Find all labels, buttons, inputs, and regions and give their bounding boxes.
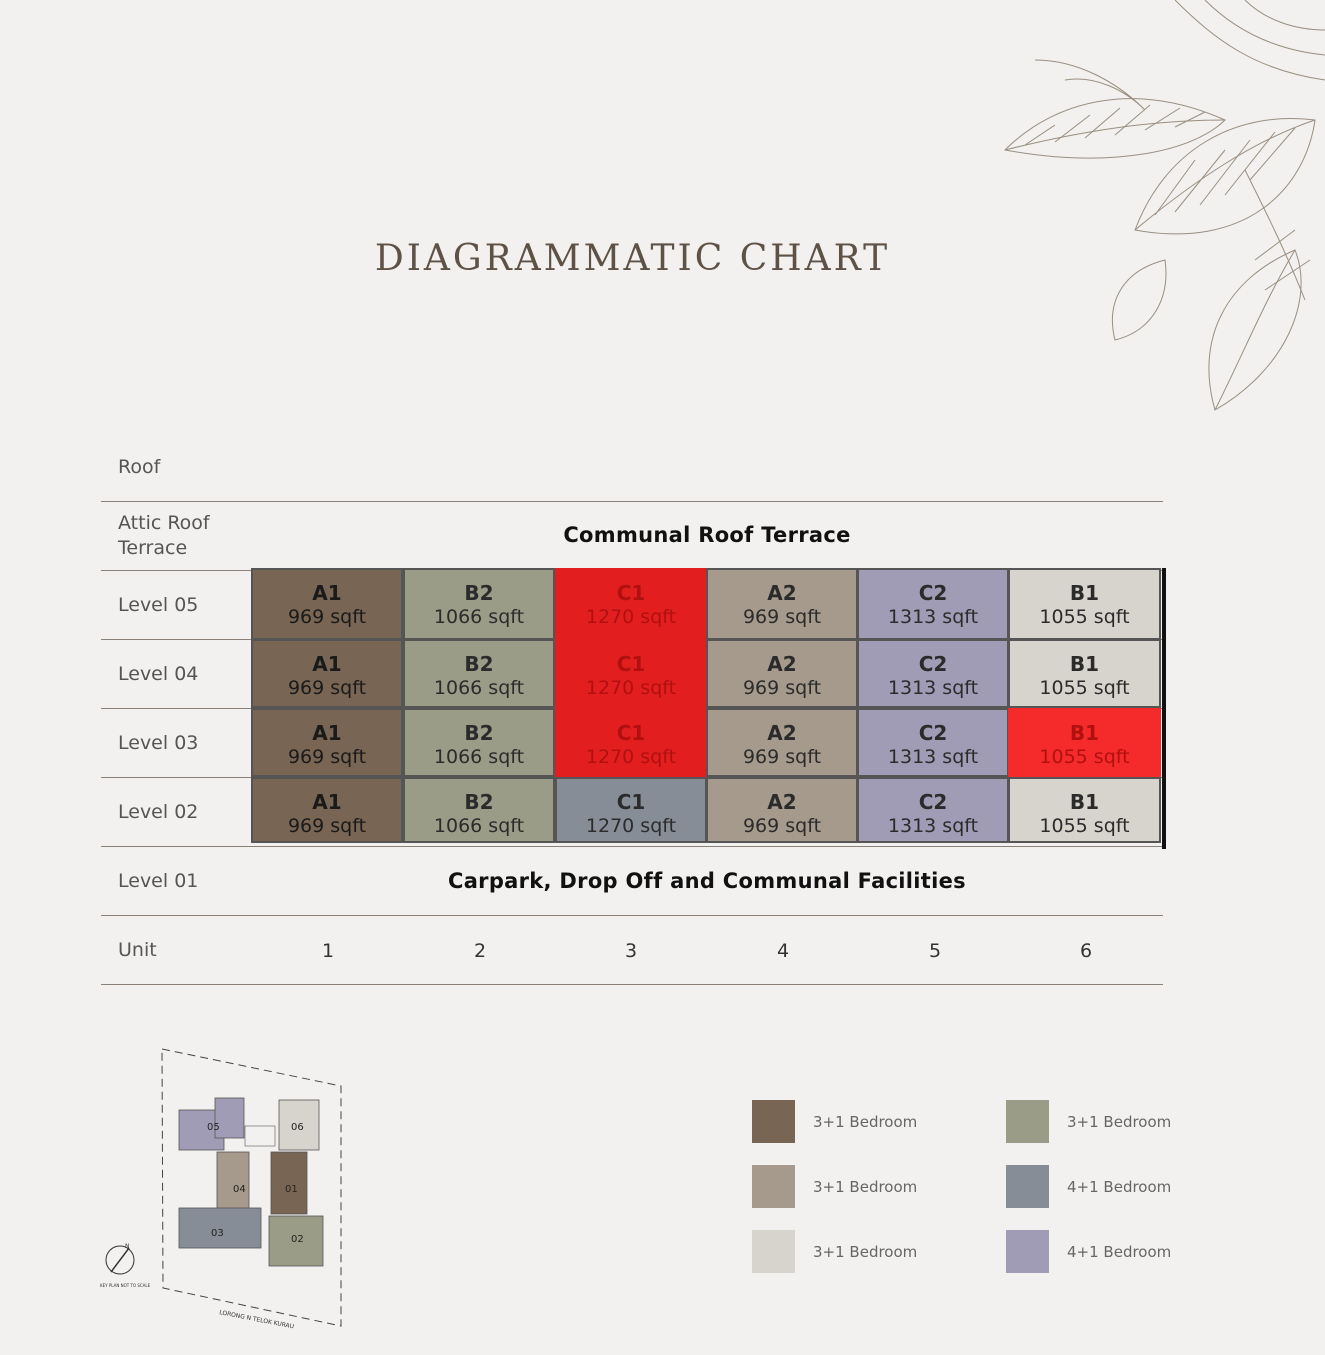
unit-cell bbox=[1008, 708, 1161, 777]
legend-swatch bbox=[752, 1230, 795, 1273]
unit-area: 1066 sqft bbox=[433, 746, 525, 768]
divider bbox=[101, 915, 1163, 916]
unit-type-code: C2 bbox=[918, 652, 948, 676]
legend-label: 4+1 Bedroom bbox=[1067, 1243, 1172, 1261]
block-label: 02 bbox=[291, 1234, 304, 1245]
legend-swatch bbox=[752, 1165, 795, 1208]
unit-type-code: A2 bbox=[767, 721, 797, 745]
unit-cell bbox=[251, 777, 403, 843]
unit-area: 1270 sqft bbox=[585, 606, 677, 628]
unit-area: 969 sqft bbox=[742, 606, 822, 628]
unit-cell bbox=[403, 777, 555, 843]
unit-type-code: B1 bbox=[1069, 790, 1100, 814]
unit-type-code: A2 bbox=[767, 790, 797, 814]
unit-area: 969 sqft bbox=[287, 606, 367, 628]
unit-type-code: B1 bbox=[1069, 721, 1100, 745]
unit-area: 1270 sqft bbox=[585, 746, 677, 768]
unit-cell bbox=[706, 639, 858, 708]
unit-type-code: A2 bbox=[767, 652, 797, 676]
unit-cell bbox=[251, 568, 403, 640]
block-label: 01 bbox=[285, 1184, 298, 1195]
unit-cell bbox=[403, 708, 555, 777]
divider bbox=[101, 984, 1163, 985]
unit-area: 1055 sqft bbox=[1039, 815, 1130, 837]
divider bbox=[101, 501, 1163, 502]
unit-type-code: C2 bbox=[918, 790, 948, 814]
unit-type-code: B2 bbox=[464, 581, 494, 605]
row-label-level02: Level 02 bbox=[118, 801, 199, 823]
unit-area: 1313 sqft bbox=[887, 815, 979, 837]
unit-area: 969 sqft bbox=[287, 746, 367, 768]
unit-cell bbox=[403, 639, 555, 708]
unit-area: 1055 sqft bbox=[1039, 606, 1130, 628]
block-label: 04 bbox=[233, 1184, 246, 1195]
unit-area: 1055 sqft bbox=[1039, 746, 1130, 768]
unit-cell bbox=[1008, 568, 1161, 640]
row-label-unit: Unit bbox=[118, 939, 157, 961]
svg-text:N: N bbox=[125, 1243, 130, 1250]
unit-cell bbox=[1008, 777, 1161, 843]
unit-area: 1270 sqft bbox=[585, 815, 677, 837]
unit-number: 5 bbox=[928, 940, 942, 962]
unit-area: 1066 sqft bbox=[433, 606, 525, 628]
unit-area: 1313 sqft bbox=[887, 746, 979, 768]
key-plan bbox=[95, 1040, 355, 1340]
unit-type-code: A1 bbox=[312, 721, 342, 745]
unit-number: 3 bbox=[624, 940, 638, 962]
unit-cell bbox=[857, 639, 1009, 708]
row-label-level04: Level 04 bbox=[118, 663, 199, 685]
leaf-illustration bbox=[995, 0, 1325, 420]
unit-type-code: C2 bbox=[918, 581, 948, 605]
unit-cell bbox=[857, 708, 1009, 777]
legend-label: 3+1 Bedroom bbox=[813, 1243, 918, 1261]
unit-type-code: A1 bbox=[312, 652, 342, 676]
divider bbox=[101, 846, 1163, 847]
unit-number: 6 bbox=[1079, 940, 1093, 962]
unit-type-code: C1 bbox=[616, 652, 646, 676]
page-title: DIAGRAMMATIC CHART bbox=[374, 238, 891, 279]
unit-cell bbox=[706, 708, 858, 777]
unit-cell bbox=[857, 777, 1009, 843]
unit-area: 969 sqft bbox=[287, 677, 367, 699]
unit-area: 969 sqft bbox=[287, 815, 367, 837]
unit-area: 1066 sqft bbox=[433, 815, 525, 837]
unit-type-code: A1 bbox=[312, 581, 342, 605]
unit-area: 969 sqft bbox=[742, 815, 822, 837]
row-label-roof: Roof bbox=[118, 456, 161, 478]
unit-cell bbox=[555, 639, 707, 708]
row-label-level05: Level 05 bbox=[118, 594, 199, 616]
unit-type-code: C1 bbox=[616, 581, 646, 605]
road-label: LORONG N TELOK KURAU bbox=[218, 1309, 295, 1331]
unit-area: 1055 sqft bbox=[1039, 677, 1130, 699]
legend-swatch bbox=[1006, 1100, 1049, 1143]
unit-type-code: B2 bbox=[464, 652, 494, 676]
unit-type-code: C1 bbox=[616, 790, 646, 814]
legend-label: 3+1 Bedroom bbox=[813, 1113, 918, 1131]
row-label-attic: Attic Roof Terrace bbox=[118, 512, 210, 559]
attic-banner: Communal Roof Terrace bbox=[563, 523, 851, 547]
unit-type-code: A1 bbox=[312, 790, 342, 814]
level01-banner: Carpark, Drop Off and Communal Facilities bbox=[447, 869, 966, 893]
legend-swatch bbox=[752, 1100, 795, 1143]
block-label: 05 bbox=[207, 1122, 220, 1133]
unit-type-code: B1 bbox=[1069, 581, 1100, 605]
legend-label: 4+1 Bedroom bbox=[1067, 1178, 1172, 1196]
unit-cell bbox=[251, 639, 403, 708]
unit-type-code: A2 bbox=[767, 581, 797, 605]
unit-cell bbox=[555, 568, 707, 640]
unit-number: 2 bbox=[473, 940, 487, 962]
unit-number: 1 bbox=[321, 940, 335, 962]
unit-cell bbox=[706, 568, 858, 640]
unit-cell bbox=[403, 568, 555, 640]
row-label-level03: Level 03 bbox=[118, 732, 199, 754]
legend-swatch bbox=[1006, 1165, 1049, 1208]
block-label: 03 bbox=[211, 1228, 224, 1239]
compass-icon bbox=[106, 1243, 134, 1274]
legend-swatch bbox=[1006, 1230, 1049, 1273]
unit-area: 1270 sqft bbox=[585, 677, 677, 699]
grid-edge bbox=[1162, 568, 1166, 849]
unit-type-code: B2 bbox=[464, 721, 494, 745]
unit-area: 969 sqft bbox=[742, 746, 822, 768]
unit-cell bbox=[251, 708, 403, 777]
unit-type-code: B1 bbox=[1069, 652, 1100, 676]
key-plan-note: KEY PLAN NOT TO SCALE bbox=[100, 1283, 151, 1288]
unit-area: 969 sqft bbox=[742, 677, 822, 699]
unit-cell bbox=[1008, 639, 1161, 708]
unit-cell bbox=[555, 777, 707, 843]
legend-label: 3+1 Bedroom bbox=[1067, 1113, 1172, 1131]
unit-type-code: B2 bbox=[464, 790, 494, 814]
row-label-level01: Level 01 bbox=[118, 870, 199, 892]
unit-cell bbox=[555, 708, 707, 777]
legend-label: 3+1 Bedroom bbox=[813, 1178, 918, 1196]
unit-area: 1066 sqft bbox=[433, 677, 525, 699]
unit-area: 1313 sqft bbox=[887, 606, 979, 628]
unit-number: 4 bbox=[776, 940, 790, 962]
unit-cell bbox=[857, 568, 1009, 640]
unit-type-code: C2 bbox=[918, 721, 948, 745]
unit-type-code: C1 bbox=[616, 721, 646, 745]
unit-area: 1313 sqft bbox=[887, 677, 979, 699]
block-label: 06 bbox=[291, 1122, 304, 1133]
unit-cell bbox=[706, 777, 858, 843]
